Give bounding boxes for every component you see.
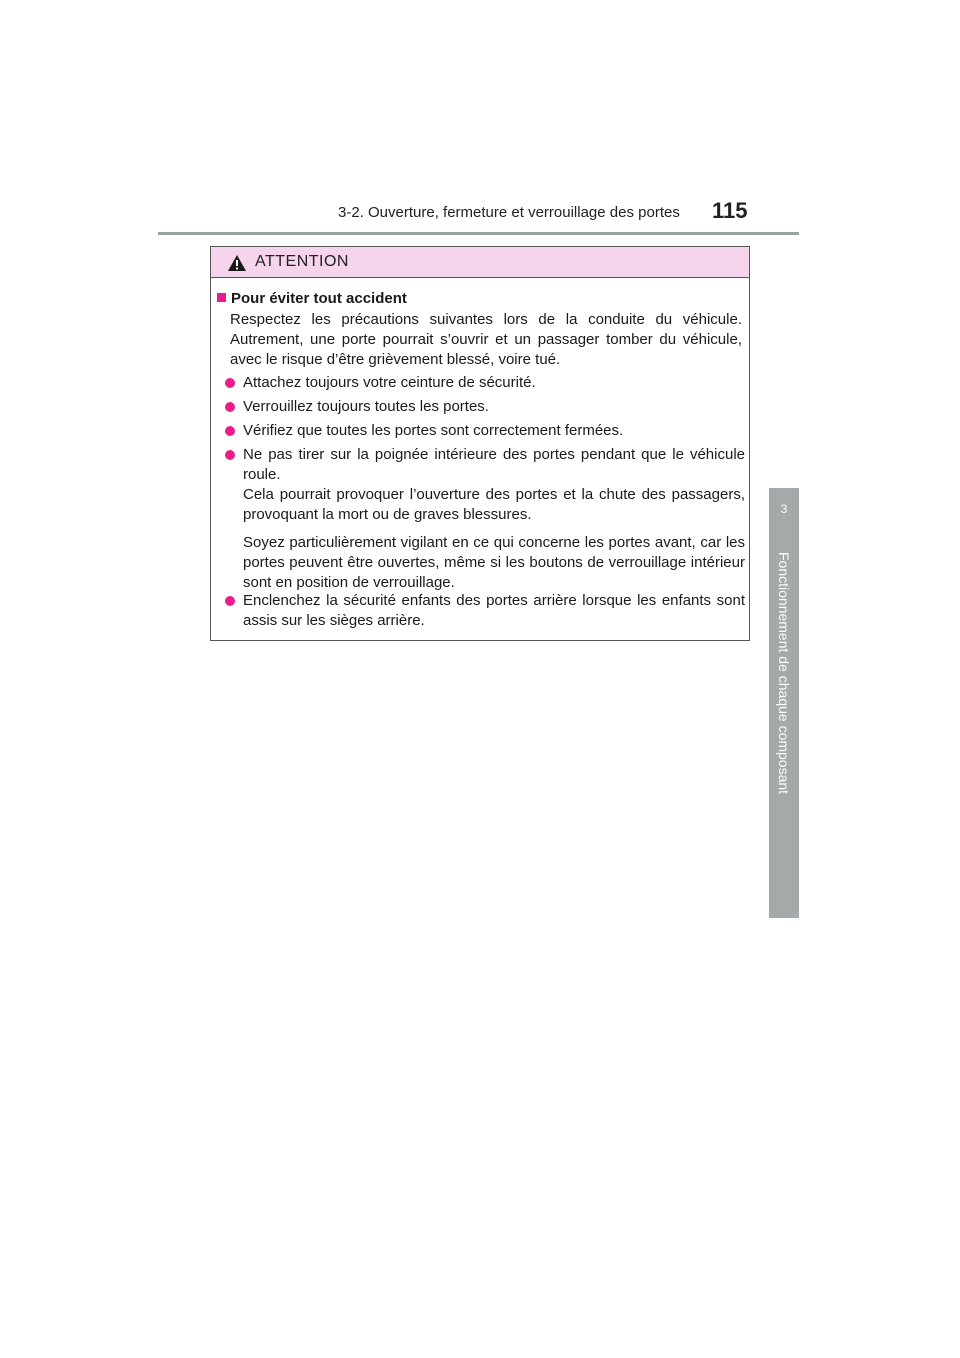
warning-heading (217, 289, 407, 309)
header-rule (158, 232, 799, 235)
bullet-dot-icon (225, 450, 235, 460)
bullet-dot-icon (225, 378, 235, 388)
list-item-text: Verrouillez toujours toutes les portes. (243, 398, 489, 415)
page-number: 115 (712, 198, 748, 223)
list-item (225, 421, 745, 441)
list-item-text: Ne pas tirer sur la poignée intérieure des portes pendant que le véhicule roule. (243, 446, 745, 483)
chapter-title: Fonctionnement de chaque composant (776, 552, 792, 795)
warning-heading-text: Pour éviter tout accident (231, 290, 407, 307)
list-item-text: Enclenchez la sécurité enfants des portes arrière lorsque les enfants sont assis sur les sièges arrière. (243, 592, 745, 629)
section-title: 3-2. Ouverture, fermeture et verrouillage des portes (338, 204, 680, 221)
list-item (225, 373, 745, 393)
bullet-dot-icon (225, 596, 235, 606)
square-bullet-icon (217, 293, 226, 302)
list-item-text-continued: Cela pourrait provoquer l’ouverture des portes et la chute des passagers, provoquant la mort ou de graves blessures. (243, 486, 745, 523)
bullet-dot-icon (225, 402, 235, 412)
warning-triangle-icon (227, 254, 247, 272)
bullet-dot-icon (225, 426, 235, 436)
warning-box (210, 246, 750, 641)
list-item (225, 445, 745, 593)
list-item-text-note: Soyez particulièrement vigilant en ce qui concerne les portes avant, car les portes peuvent être ouvertes, même si les boutons de verrouillage intérieur sont en position de verrouillage. (243, 534, 745, 591)
warning-label: ATTENTION (255, 253, 349, 270)
list-item-text: Attachez toujours votre ceinture de sécurité. (243, 374, 536, 391)
list-item (225, 397, 745, 417)
list-item-text: Vérifiez que toutes les portes sont correctement fermées. (243, 422, 624, 439)
warning-box-header (211, 247, 749, 278)
warning-intro: Respectez les précautions suivantes lors de la conduite du véhicule. Autrement, une porte pourrait s’ouvrir et un passager tomber du véhicule, avec le risque d’être grièvement blessé, voire tué. (230, 311, 742, 368)
list-item (225, 591, 745, 631)
chapter-number: 3 (780, 502, 788, 516)
chapter-title-wrap (770, 552, 798, 812)
